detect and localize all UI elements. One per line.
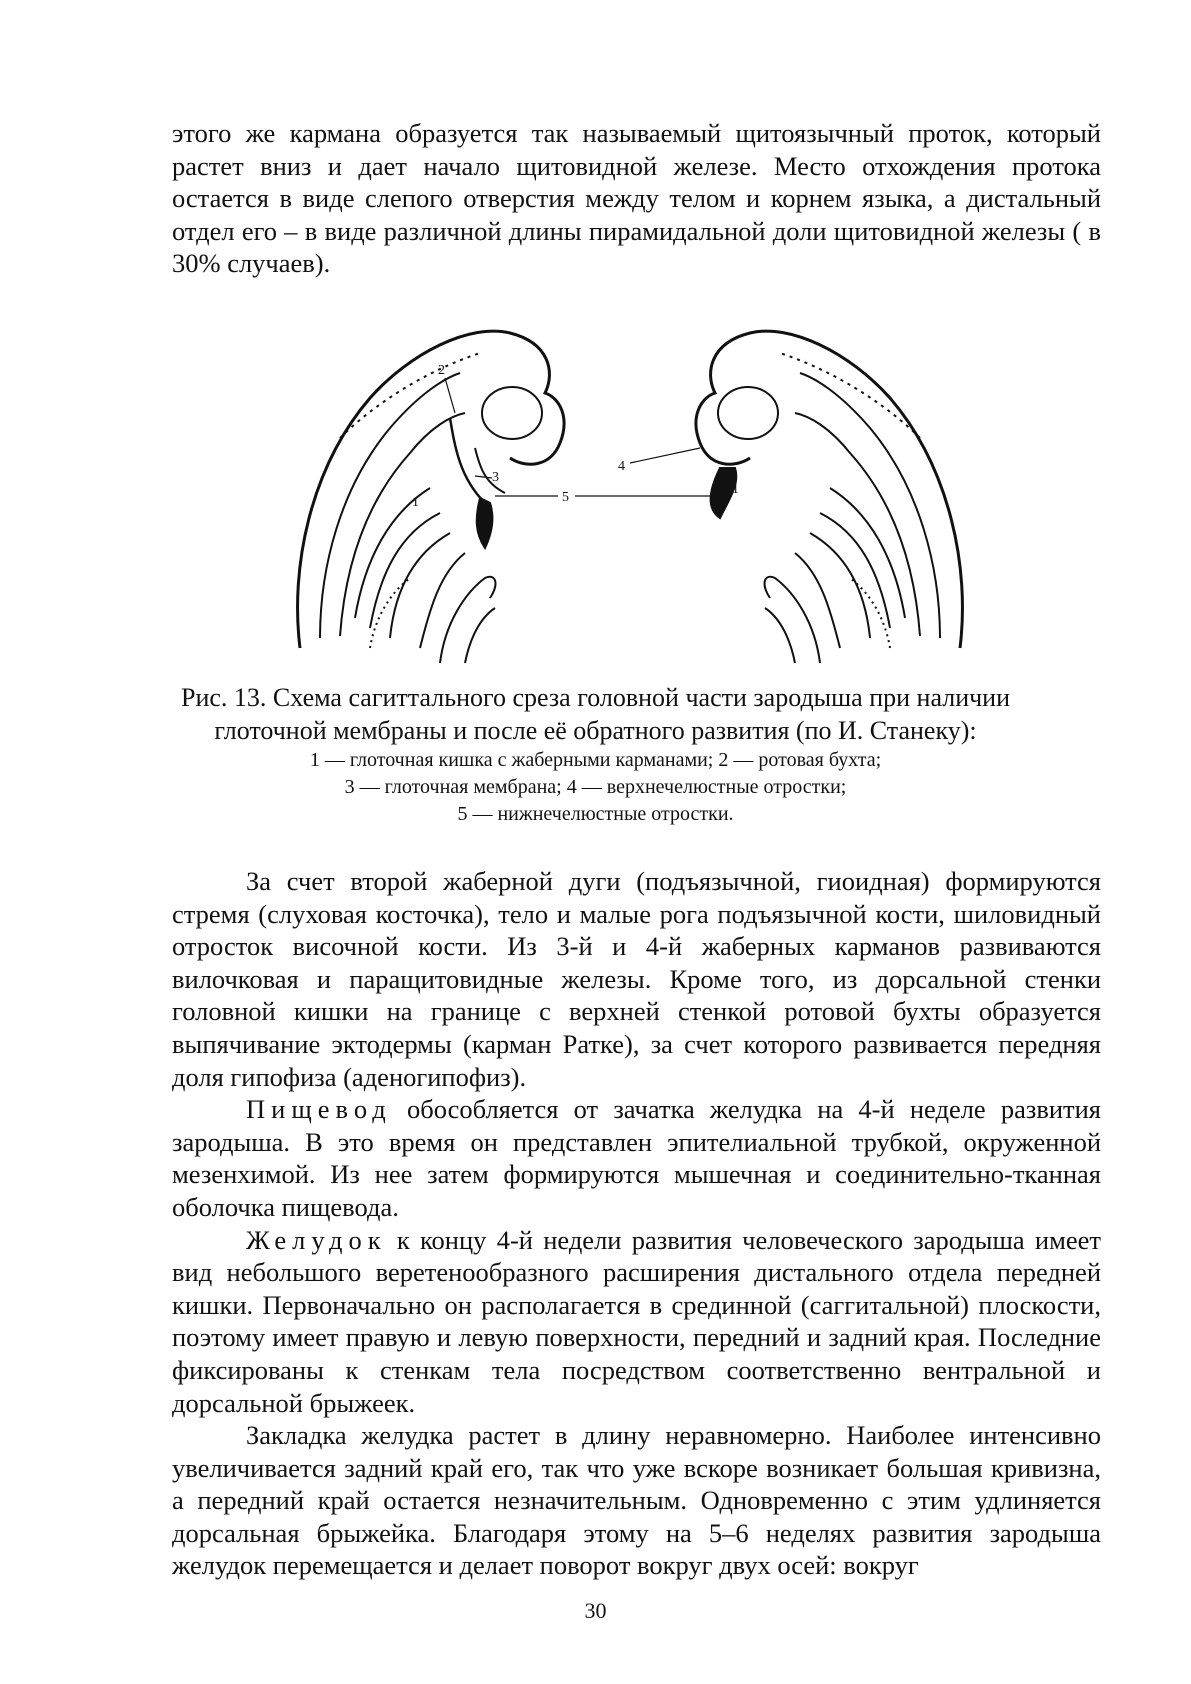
main-text-block <box>172 865 1101 1582</box>
left-embryo-drawing <box>298 331 564 663</box>
caption-line-4: 3 — глоточная мембрана; 4 — верхнечелюстные отростки; <box>344 776 847 798</box>
caption-line-1: Рис. 13. Схема сагиттального среза головной части зародыша при наличии <box>180 683 1011 712</box>
page-number: 30 <box>584 1598 607 1623</box>
paragraph-stomach-growth: Закладка желудка растет в длину неравномерно. Наиболее интенсивно увеличивается задний край его, так что уже вскоре возникает большая кривизна, а передний край остается незначительным. Одновременно с этим удлиняется дорсальная брыжейка. Благодаря этому на 5–6 неделях развития зародыша желудок перемещается и делает поворот вокруг двух осей: вокруг <box>172 1420 1101 1581</box>
figure-label-1-right: 1 <box>732 482 739 497</box>
esophagus-text: обособляется от зачатка желудка на 4-й неделе развития зародыша. В это время он представлен эпителиальной трубкой, окруженной мезенхимой. Из нее затем формируются мышечная и соединительно-тканная оболочка пищевода. <box>172 1094 1101 1222</box>
caption-line-2: глоточной мембраны и после её обратного развития (по И. Станеку): <box>214 716 977 745</box>
figure-label-5: 5 <box>562 490 569 505</box>
paragraph-esophagus <box>172 1093 1101 1223</box>
term-stomach: Желудок <box>246 1224 387 1255</box>
caption-line-3: 1 — глоточная кишка с жаберными карманами; 2 — ротовая бухта; <box>309 749 882 771</box>
stomach-text: к концу 4-й недели развития человеческого зародыша имеет вид небольшого веретенообразного расширения дистального отдела передней кишки. Первоначально он располагается в срединной (саггитальной) плоскости, поэтому имеет правую и левую поверхности, передний и задний края. Последние фиксированы к стенкам тела посредством соответственно вентральной и дорсальной брыжеек. <box>172 1224 1101 1418</box>
figure-label-2: 2 <box>438 363 445 378</box>
paragraph-continuation: этого же кармана образуется так называемый щитоязычный проток, который растет вниз и дает начало щитовидной железе. Место отхождения протока остается в виде слепого отверстия между телом и корнем языка, а дистальный отдел его – в виде различной длины пирамидальной доли щитовидной железы ( в 30% случаев). <box>172 118 1101 279</box>
embryo-sagittal-section-figure <box>280 318 980 670</box>
caption-line-5: 5 — нижнечелюстные отростки. <box>457 803 734 825</box>
figure-label-1-left: 1 <box>412 495 419 510</box>
right-embryo-drawing <box>696 331 962 663</box>
figure-label-4: 4 <box>618 459 625 474</box>
figure-caption <box>150 681 1041 828</box>
term-esophagus: Пищевод <box>246 1094 392 1125</box>
top-text-block <box>172 117 1101 280</box>
paragraph-stomach <box>172 1224 1101 1420</box>
figure-label-3: 3 <box>492 470 499 485</box>
paragraph-gill-arch: За счет второй жаберной дуги (подъязычной, гиоидная) формируются стремя (слуховая косточка), тело и малые рога подъязычной кости, шиловидный отросток височной кости. Из 3-й и 4-й жаберных карманов развиваются вилочковая и паращитовидные железы. Кроме того, из дорсальной стенки головной кишки на границе с верхней стенкой ротовой бухты образуется выпячивание эктодермы (карман Ратке), за счет которого развивается передняя доля гипофиза (аденогипофиз). <box>172 866 1101 1092</box>
